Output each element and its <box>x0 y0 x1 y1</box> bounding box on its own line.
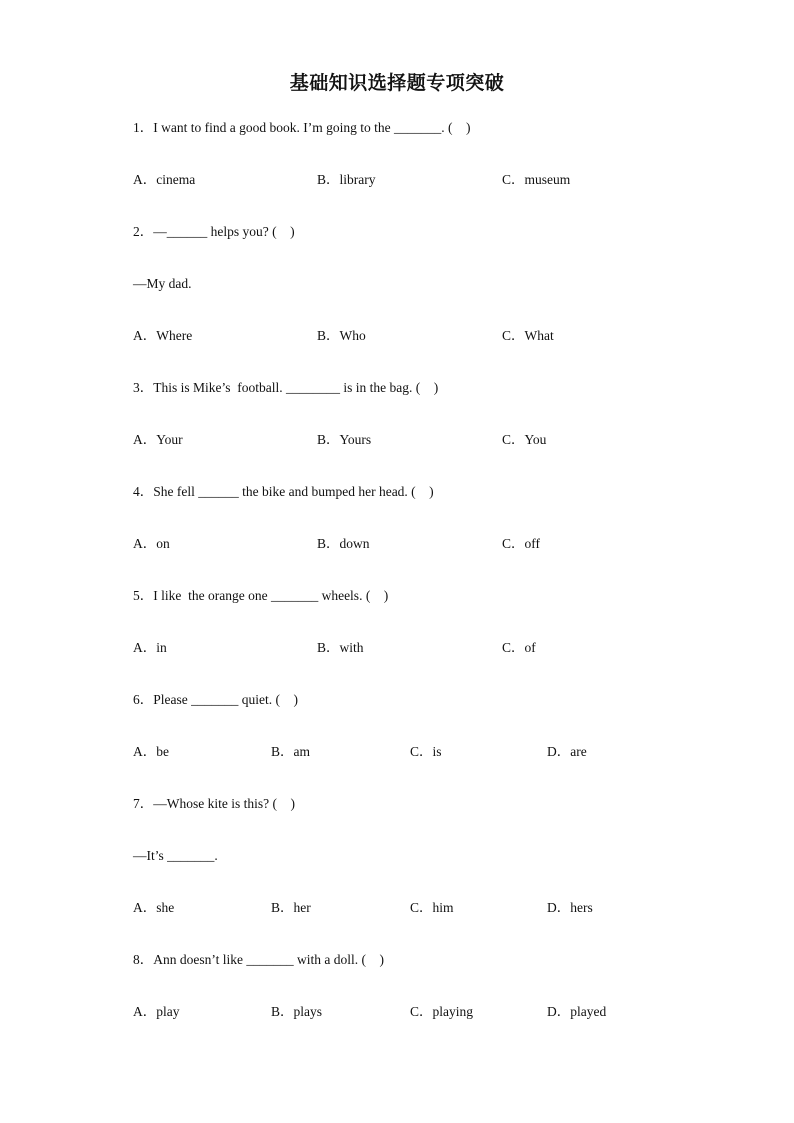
question-4-options <box>133 535 693 553</box>
question-3-options <box>133 431 693 449</box>
question-5-option-b: B．with <box>317 640 364 655</box>
question-6-option-d: D．are <box>547 744 587 759</box>
question-4-stem: 4．She fell ______ the bike and bumped her head. ( ) <box>133 484 434 499</box>
question-5-options <box>133 639 693 657</box>
question-6-options <box>133 743 693 761</box>
question-6-stem: 6．Please _______ quiet. ( ) <box>133 692 298 707</box>
question-3-option-c: C．You <box>502 432 547 447</box>
question-1-option-b: B．library <box>317 172 376 187</box>
question-8-option-a: A．play <box>133 1004 180 1019</box>
question-2-options <box>133 327 693 345</box>
question-8-option-d: D．played <box>547 1004 607 1019</box>
question-1-option-c: C．museum <box>502 172 571 187</box>
question-8-option-b: B．plays <box>271 1004 323 1019</box>
question-3-option-b: B．Yours <box>317 432 372 447</box>
question-8-stem: 8．Ann doesn’t like _______ with a doll. ( ) <box>133 952 384 967</box>
question-2-option-a: A．Where <box>133 328 193 343</box>
question-7-option-c: C．him <box>410 900 454 915</box>
question-1-option-a: A．cinema <box>133 172 196 187</box>
question-1-stem: 1．I want to find a good book. I’m going to the _______. ( ) <box>133 120 471 135</box>
question-2-answer-line: —My dad. <box>133 276 192 291</box>
question-6-option-b: B．am <box>271 744 310 759</box>
question-2-stem: 2．—______ helps you? ( ) <box>133 224 295 239</box>
question-8-options <box>133 1003 693 1021</box>
page-title: 基础知识选择题专项突破 <box>289 73 505 94</box>
question-7-options <box>133 899 693 917</box>
question-4-option-c: C．off <box>502 536 541 551</box>
question-7-option-b: B．her <box>271 900 311 915</box>
question-5-option-a: A．in <box>133 640 167 655</box>
question-4-option-a: A．on <box>133 536 170 551</box>
question-6-option-c: C．is <box>410 744 442 759</box>
question-7-option-a: A．she <box>133 900 175 915</box>
question-3-stem: 3．This is Mike’s football. ________ is in the bag. ( ) <box>133 380 439 395</box>
question-3-option-a: A．Your <box>133 432 183 447</box>
question-2-option-b: B．Who <box>317 328 366 343</box>
question-7-stem: 7．—Whose kite is this? ( ) <box>133 796 295 811</box>
question-7-option-d: D．hers <box>547 900 593 915</box>
question-8-option-c: C．playing <box>410 1004 473 1019</box>
question-5-stem: 5．I like the orange one _______ wheels. ( ) <box>133 588 389 603</box>
question-2-option-c: C．What <box>502 328 554 343</box>
question-1-options <box>133 171 693 189</box>
question-5-option-c: C．of <box>502 640 536 655</box>
question-4-option-b: B．down <box>317 536 370 551</box>
question-7-answer-line: —It’s _______. <box>133 848 218 863</box>
question-6-option-a: A．be <box>133 744 169 759</box>
